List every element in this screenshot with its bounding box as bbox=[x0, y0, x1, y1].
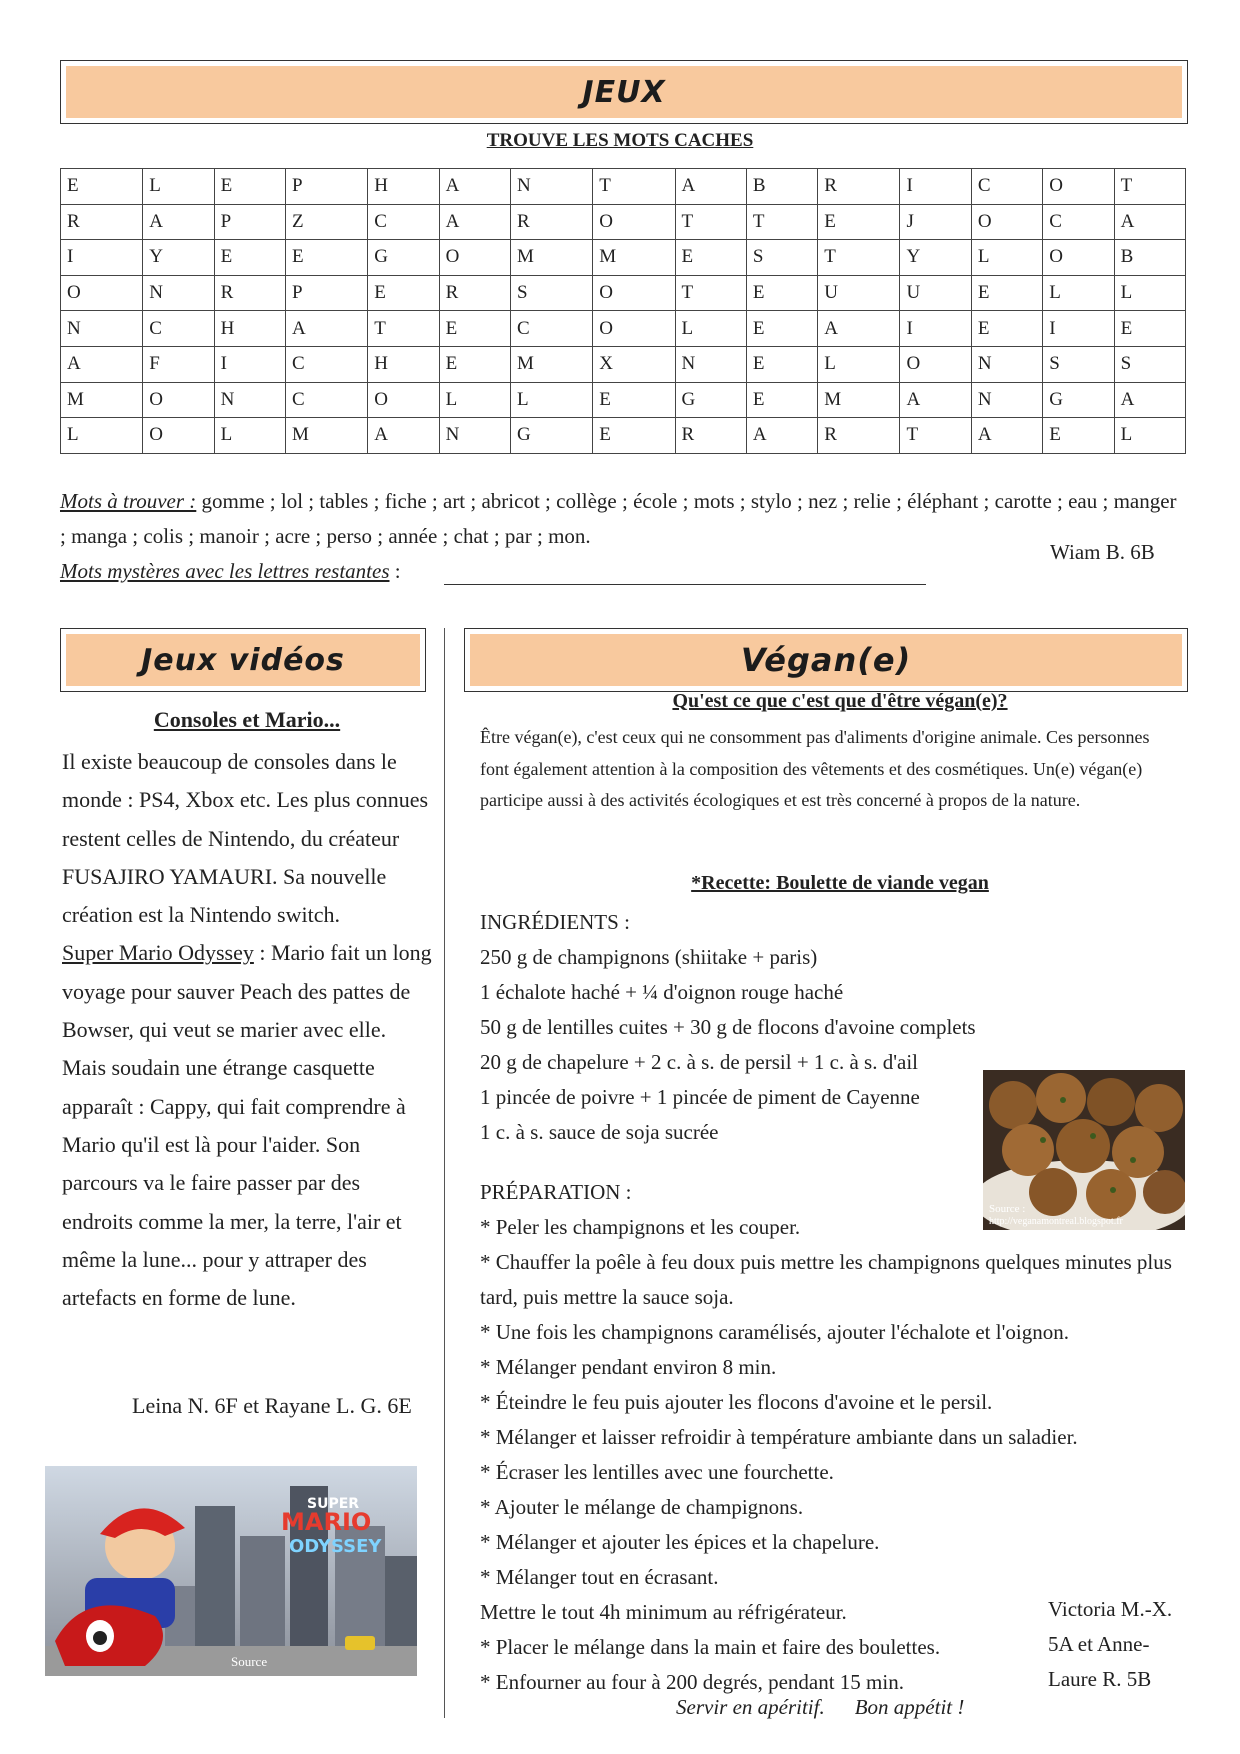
grid-cell[interactable]: I bbox=[214, 346, 285, 382]
grid-cell[interactable]: E bbox=[285, 240, 367, 276]
grid-row bbox=[61, 275, 1186, 311]
ingredient-line: INGRÉDIENTS : bbox=[480, 910, 630, 934]
grid-cell[interactable]: E bbox=[214, 240, 285, 276]
grid-cell[interactable]: I bbox=[900, 169, 971, 205]
grid-row bbox=[61, 311, 1186, 347]
video-games-authors: Leina N. 6F et Rayane L. G. 6E bbox=[132, 1393, 412, 1418]
grid-row bbox=[61, 346, 1186, 382]
grid-cell[interactable]: I bbox=[61, 240, 143, 276]
preparation-step: * Éteindre le feu puis ajouter les flocons d'avoine et le persil. bbox=[480, 1390, 993, 1414]
grid-cell[interactable]: E bbox=[593, 382, 675, 418]
grid-cell[interactable]: B bbox=[1114, 240, 1185, 276]
grid-cell[interactable]: L bbox=[971, 240, 1042, 276]
grid-cell[interactable]: A bbox=[971, 418, 1042, 454]
grid-cell[interactable]: A bbox=[675, 169, 746, 205]
mystery-answer-line[interactable] bbox=[444, 584, 926, 585]
grid-cell[interactable]: G bbox=[675, 382, 746, 418]
ingredient-line: 1 échalote haché + ¼ d'oignon rouge haché bbox=[480, 980, 844, 1004]
preparation-step: * Mélanger et ajouter les épices et la chapelure. bbox=[480, 1530, 880, 1554]
grid-cell[interactable]: R bbox=[61, 204, 143, 240]
grid-cell[interactable]: T bbox=[900, 418, 971, 454]
word-search-author: Wiam B. 6B bbox=[1050, 540, 1155, 564]
word-search-grid bbox=[60, 168, 1186, 454]
grid-cell[interactable]: G bbox=[1043, 382, 1114, 418]
jeux-videos-banner-fill bbox=[66, 634, 420, 686]
grid-cell[interactable]: E bbox=[818, 204, 900, 240]
grid-cell[interactable]: E bbox=[61, 169, 143, 205]
grid-cell[interactable]: R bbox=[214, 275, 285, 311]
grid-cell[interactable]: O bbox=[1043, 169, 1114, 205]
grid-cell[interactable]: E bbox=[675, 240, 746, 276]
grid-row bbox=[61, 169, 1186, 205]
grid-cell[interactable]: A bbox=[1114, 382, 1185, 418]
vegan-banner bbox=[464, 628, 1188, 692]
preparation-step: * Mélanger pendant environ 8 min. bbox=[480, 1355, 777, 1379]
grid-cell[interactable]: C bbox=[510, 311, 592, 347]
grid-cell[interactable]: M bbox=[510, 346, 592, 382]
grid-cell[interactable]: O bbox=[143, 382, 214, 418]
recipe-title: *Recette: Boulette de viande vegan bbox=[691, 872, 989, 894]
column-divider bbox=[444, 628, 445, 1718]
preparation-step: * Mélanger tout en écrasant. bbox=[480, 1565, 719, 1589]
grid-cell[interactable]: L bbox=[510, 382, 592, 418]
grid-cell[interactable]: O bbox=[143, 418, 214, 454]
grid-cell[interactable]: A bbox=[439, 169, 510, 205]
grid-cell[interactable]: O bbox=[593, 275, 675, 311]
jeux-banner bbox=[60, 60, 1188, 124]
grid-cell[interactable]: A bbox=[746, 418, 817, 454]
jeux-title: JEUX bbox=[582, 74, 666, 110]
grid-cell[interactable]: T bbox=[675, 204, 746, 240]
grid-cell[interactable]: O bbox=[368, 382, 439, 418]
jeux-banner-fill bbox=[66, 66, 1182, 118]
grid-cell[interactable]: C bbox=[285, 346, 367, 382]
grid-cell[interactable]: M bbox=[61, 382, 143, 418]
grid-cell[interactable]: N bbox=[971, 346, 1042, 382]
word-search-subtitle: TROUVE LES MOTS CACHES bbox=[486, 130, 754, 151]
grid-cell[interactable]: M bbox=[285, 418, 367, 454]
logo-super: SUPER bbox=[307, 1496, 360, 1512]
grid-cell[interactable]: R bbox=[439, 275, 510, 311]
grid-cell[interactable]: O bbox=[900, 346, 971, 382]
preparation-step: * Une fois les champignons caramélisés, ajouter l'échalote et l'oignon. bbox=[480, 1320, 1069, 1344]
grid-cell[interactable]: T bbox=[593, 169, 675, 205]
consoles-subtitle: Consoles et Mario... bbox=[153, 707, 341, 732]
mario-paragraph bbox=[62, 934, 434, 1317]
grid-row bbox=[61, 204, 1186, 240]
grid-cell[interactable]: T bbox=[746, 204, 817, 240]
grid-cell[interactable]: C bbox=[143, 311, 214, 347]
grid-cell[interactable]: C bbox=[1043, 204, 1114, 240]
grid-cell[interactable]: G bbox=[510, 418, 592, 454]
grid-cell[interactable]: H bbox=[214, 311, 285, 347]
grid-cell[interactable]: R bbox=[510, 204, 592, 240]
ingredient-line: 50 g de lentilles cuites + 30 g de flocons d'avoine complets bbox=[480, 1015, 976, 1039]
grid-cell[interactable]: E bbox=[746, 275, 817, 311]
grid-cell[interactable]: E bbox=[746, 311, 817, 347]
grid-cell[interactable]: C bbox=[285, 382, 367, 418]
vegan-title: Végan(e) bbox=[740, 641, 912, 679]
grid-cell[interactable]: E bbox=[971, 311, 1042, 347]
grid-cell[interactable]: S bbox=[1043, 346, 1114, 382]
grid-cell[interactable]: E bbox=[1114, 311, 1185, 347]
ingredient-line: 250 g de champignons (shiitake + paris) bbox=[480, 945, 818, 969]
grid-cell[interactable]: A bbox=[1114, 204, 1185, 240]
mystery-words-label: Mots mystères avec les lettres restantes bbox=[60, 559, 390, 583]
recipe-closing bbox=[676, 1695, 994, 1720]
grid-cell[interactable]: F bbox=[143, 346, 214, 382]
grid-cell[interactable]: O bbox=[439, 240, 510, 276]
grid-cell[interactable]: N bbox=[214, 382, 285, 418]
grid-cell[interactable]: E bbox=[368, 275, 439, 311]
grid-cell[interactable]: A bbox=[285, 311, 367, 347]
grid-cell[interactable]: L bbox=[818, 346, 900, 382]
grid-cell[interactable]: P bbox=[214, 204, 285, 240]
grid-cell[interactable]: E bbox=[593, 418, 675, 454]
grid-cell[interactable]: X bbox=[593, 346, 675, 382]
grid-cell[interactable]: N bbox=[143, 275, 214, 311]
photo-source-url: http://veganamontreal.blogspot.fr bbox=[989, 1216, 1123, 1227]
grid-cell[interactable]: M bbox=[510, 240, 592, 276]
mario-odyssey-image bbox=[45, 1466, 417, 1676]
grid-cell[interactable]: Y bbox=[143, 240, 214, 276]
grid-cell[interactable]: L bbox=[1114, 418, 1185, 454]
mario-paragraph-text: : Mario fait un long voyage pour sauver Peach des pattes de Bowser, qui veut se marier avec elle. Mais soudain une étrange casquette apparaît : Cappy, qui fait comprendre à Mario qu'il est là pour l'aider. Son parcours va le faire passer par des endroits comme la mer, la terre, l'air et même la lune... pour y attraper des artefacts en forme de lune. bbox=[62, 940, 432, 1311]
grid-cell[interactable]: T bbox=[1114, 169, 1185, 205]
logo-odyssey: ODYSSEY bbox=[289, 1536, 382, 1557]
preparation-step: * Écraser les lentilles avec une fourchette. bbox=[480, 1460, 834, 1484]
grid-cell[interactable]: L bbox=[439, 382, 510, 418]
grid-cell[interactable]: U bbox=[818, 275, 900, 311]
grid-cell[interactable]: T bbox=[368, 311, 439, 347]
grid-cell[interactable]: C bbox=[971, 169, 1042, 205]
grid-cell[interactable]: L bbox=[61, 418, 143, 454]
photo-source-label: Source : bbox=[989, 1203, 1026, 1215]
ingredient-line: 1 pincée de poivre + 1 pincée de piment de Cayenne bbox=[480, 1085, 920, 1109]
grid-cell[interactable]: E bbox=[1043, 418, 1114, 454]
grid-cell[interactable]: E bbox=[746, 382, 817, 418]
preparation-step: * Ajouter le mélange de champignons. bbox=[480, 1495, 804, 1519]
grid-cell[interactable]: L bbox=[675, 311, 746, 347]
ingredient-line: 20 g de chapelure + 2 c. à s. de persil + 1 c. à s. d'ail bbox=[480, 1050, 918, 1074]
grid-cell[interactable]: P bbox=[285, 169, 367, 205]
grid-cell[interactable]: I bbox=[1043, 311, 1114, 347]
vegan-banner-fill bbox=[470, 634, 1182, 686]
grid-row bbox=[61, 240, 1186, 276]
grid-cell[interactable]: H bbox=[368, 346, 439, 382]
preparation-step: * Placer le mélange dans la main et faire des boulettes. bbox=[480, 1635, 941, 1659]
grid-cell[interactable]: O bbox=[61, 275, 143, 311]
grid-cell[interactable]: G bbox=[368, 240, 439, 276]
serve-note: Servir en apéritif. bbox=[676, 1695, 825, 1719]
grid-cell[interactable]: S bbox=[1114, 346, 1185, 382]
grid-cell[interactable]: T bbox=[675, 275, 746, 311]
grid-cell[interactable]: E bbox=[439, 311, 510, 347]
grid-cell[interactable]: N bbox=[61, 311, 143, 347]
grid-cell[interactable]: N bbox=[439, 418, 510, 454]
words-to-find-list: gomme ; lol ; tables ; fiche ; art ; abricot ; collège ; école ; mots ; stylo ; nez ; relie ; éléphant ; carotte ; eau ; manger ; manga ; colis ; manoir ; acre ; perso ; année ; chat ; par ; mon. bbox=[60, 489, 1177, 548]
ingredient-line: 1 c. à s. sauce de soja sucrée bbox=[480, 1120, 719, 1144]
grid-cell[interactable]: O bbox=[971, 204, 1042, 240]
preparation-step: * Enfourner au four à 200 degrés, pendant 15 min. bbox=[480, 1670, 904, 1694]
grid-cell[interactable]: U bbox=[900, 275, 971, 311]
grid-cell[interactable]: A bbox=[368, 418, 439, 454]
grid-cell[interactable]: E bbox=[971, 275, 1042, 311]
grid-cell[interactable]: S bbox=[510, 275, 592, 311]
grid-cell[interactable]: B bbox=[746, 169, 817, 205]
ingredients-list bbox=[480, 905, 1020, 1150]
preparation-step: * Peler les champignons et les couper. bbox=[480, 1215, 801, 1239]
vegan-intro: Être végan(e), c'est ceux qui ne consomment pas d'aliments d'origine animale. Ces personnes font également attention à la composition des vêtements et des cosmétiques. Un(e) végan(e) participe aussi à des activités écologiques et est très concerné à propos de la nature. bbox=[480, 727, 1150, 810]
grid-cell[interactable]: T bbox=[818, 240, 900, 276]
preparation-step: * Mélanger et laisser refroidir à température ambiante dans un saladier. bbox=[480, 1425, 1078, 1449]
jeux-videos-banner bbox=[60, 628, 426, 692]
grid-cell[interactable]: Z bbox=[285, 204, 367, 240]
grid-cell[interactable]: A bbox=[900, 382, 971, 418]
grid-cell[interactable]: H bbox=[368, 169, 439, 205]
vegan-authors: Victoria M.-X. 5A et Anne-Laure R. 5B bbox=[1048, 1597, 1173, 1691]
grid-cell[interactable]: L bbox=[1114, 275, 1185, 311]
vegan-question: Qu'est ce que c'est que d'être végan(e)? bbox=[672, 690, 1008, 712]
grid-cell[interactable]: N bbox=[971, 382, 1042, 418]
grid-cell[interactable]: A bbox=[61, 346, 143, 382]
grid-cell[interactable]: E bbox=[214, 169, 285, 205]
grid-cell[interactable]: A bbox=[143, 204, 214, 240]
grid-cell[interactable]: M bbox=[818, 382, 900, 418]
grid-row bbox=[61, 382, 1186, 418]
grid-cell[interactable]: N bbox=[510, 169, 592, 205]
grid-cell[interactable]: S bbox=[746, 240, 817, 276]
grid-cell[interactable]: Y bbox=[900, 240, 971, 276]
grid-cell[interactable]: L bbox=[143, 169, 214, 205]
words-to-find-label: Mots à trouver : bbox=[60, 489, 197, 513]
mystery-colon: : bbox=[389, 559, 401, 583]
preparation-step: Mettre le tout 4h minimum au réfrigérateur. bbox=[480, 1600, 847, 1624]
grid-cell[interactable]: C bbox=[368, 204, 439, 240]
bon-appetit: Bon appétit ! bbox=[854, 1695, 965, 1719]
grid-row bbox=[61, 418, 1186, 454]
grid-cell[interactable]: L bbox=[214, 418, 285, 454]
grid-cell[interactable]: A bbox=[818, 311, 900, 347]
grid-cell[interactable]: O bbox=[1043, 240, 1114, 276]
grid-cell[interactable]: O bbox=[593, 204, 675, 240]
grid-cell[interactable]: L bbox=[1043, 275, 1114, 311]
grid-cell[interactable]: E bbox=[746, 346, 817, 382]
grid-cell[interactable]: M bbox=[593, 240, 675, 276]
grid-cell[interactable]: O bbox=[593, 311, 675, 347]
grid-cell[interactable]: P bbox=[285, 275, 367, 311]
game-title: Super Mario Odyssey bbox=[62, 940, 254, 966]
video-games-article bbox=[62, 743, 434, 1317]
grid-cell[interactable]: N bbox=[675, 346, 746, 382]
grid-cell[interactable]: J bbox=[900, 204, 971, 240]
grid-cell[interactable]: R bbox=[818, 418, 900, 454]
preparation-title: PRÉPARATION : bbox=[480, 1180, 632, 1204]
words-to-find-block bbox=[60, 484, 1180, 589]
grid-cell[interactable]: I bbox=[900, 311, 971, 347]
grid-cell[interactable]: R bbox=[675, 418, 746, 454]
grid-cell[interactable]: R bbox=[818, 169, 900, 205]
grid-cell[interactable]: E bbox=[439, 346, 510, 382]
mario-image-source: Source bbox=[231, 1654, 268, 1669]
grid-cell[interactable]: A bbox=[439, 204, 510, 240]
preparation-step: * Chauffer la poêle à feu doux puis mettre les champignons quelques minutes plus tard, puis mettre la sauce soja. bbox=[480, 1250, 1172, 1309]
logo-mario: MARIO bbox=[281, 1508, 372, 1536]
consoles-paragraph: Il existe beaucoup de consoles dans le monde : PS4, Xbox etc. Les plus connues restent celles de Nintendo, du créateur FUSAJIRO YAMAURI. Sa nouvelle création est la Nintendo switch. bbox=[62, 749, 429, 928]
jeux-videos-title: Jeux vidéos bbox=[141, 642, 345, 678]
